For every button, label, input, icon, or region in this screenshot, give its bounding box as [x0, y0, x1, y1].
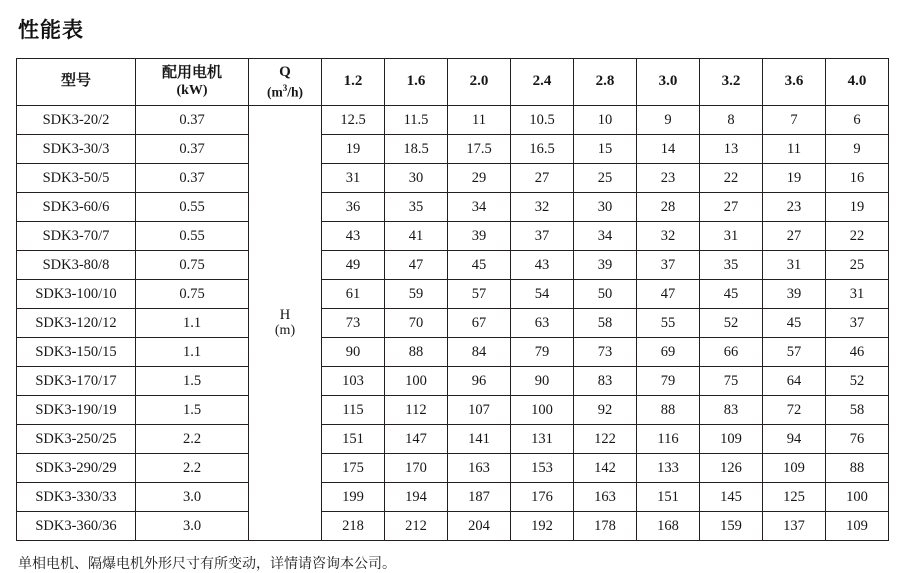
page-title: 性能表: [18, 19, 84, 42]
cell-head: 159: [700, 512, 763, 541]
motor-header-line2: (kW): [176, 83, 208, 99]
table-row: [17, 251, 889, 280]
table-row: [17, 193, 889, 222]
cell-head: 39: [763, 280, 826, 309]
flow-unit-suffix: /h): [287, 84, 303, 100]
cell-head: 212: [385, 512, 448, 541]
cell-head: 27: [511, 164, 574, 193]
cell-motor: 2.2: [136, 425, 249, 454]
cell-head: 25: [826, 251, 889, 280]
cell-head: 151: [637, 483, 700, 512]
cell-head: 14: [637, 135, 700, 164]
cell-motor: 1.1: [136, 338, 249, 367]
cell-head: 28: [637, 193, 700, 222]
cell-head: 50: [574, 280, 637, 309]
cell-head: 58: [826, 396, 889, 425]
cell-head: 47: [637, 280, 700, 309]
cell-head: 61: [322, 280, 385, 309]
cell-model: SDK3-50/5: [17, 164, 136, 193]
cell-head: 100: [511, 396, 574, 425]
cell-motor: 1.5: [136, 367, 249, 396]
cell-head: 79: [637, 367, 700, 396]
flow-header-unit: [249, 83, 321, 100]
cell-head: 16.5: [511, 135, 574, 164]
cell-head: 145: [700, 483, 763, 512]
cell-head: 30: [385, 164, 448, 193]
cell-motor: 0.37: [136, 106, 249, 135]
cell-head: 73: [322, 309, 385, 338]
cell-head: 163: [448, 454, 511, 483]
cell-head: 125: [763, 483, 826, 512]
cell-head: 72: [763, 396, 826, 425]
cell-head: 170: [385, 454, 448, 483]
cell-head: 88: [385, 338, 448, 367]
cell-head: 112: [385, 396, 448, 425]
cell-head: 45: [448, 251, 511, 280]
cell-head: 133: [637, 454, 700, 483]
table-row: [17, 454, 889, 483]
cell-model: SDK3-20/2: [17, 106, 136, 135]
cell-motor: 0.37: [136, 164, 249, 193]
cell-head: 46: [826, 338, 889, 367]
cell-head: 58: [574, 309, 637, 338]
column-header-model: 型号: [17, 59, 136, 106]
cell-head: 32: [511, 193, 574, 222]
cell-head: 13: [700, 135, 763, 164]
flow-header-symbol: Q: [279, 64, 291, 81]
table-row: [17, 425, 889, 454]
cell-head: 15: [574, 135, 637, 164]
cell-model: SDK3-30/3: [17, 135, 136, 164]
cell-head: 43: [511, 251, 574, 280]
cell-head: 34: [574, 222, 637, 251]
cell-head: 69: [637, 338, 700, 367]
cell-head: 163: [574, 483, 637, 512]
cell-head: 35: [385, 193, 448, 222]
cell-head: 54: [511, 280, 574, 309]
cell-motor: 0.75: [136, 251, 249, 280]
cell-head: 45: [700, 280, 763, 309]
cell-motor: 1.5: [136, 396, 249, 425]
cell-head: 116: [637, 425, 700, 454]
cell-head: 27: [763, 222, 826, 251]
cell-head: 7: [763, 106, 826, 135]
flow-unit-exponent: 3: [282, 82, 288, 93]
motor-header-line1: 配用电机: [161, 64, 222, 81]
cell-head: 57: [448, 280, 511, 309]
cell-head: 6: [826, 106, 889, 135]
cell-head: 29: [448, 164, 511, 193]
cell-head: 73: [574, 338, 637, 367]
cell-model: SDK3-100/10: [17, 280, 136, 309]
table-header: [17, 59, 889, 106]
cell-head: 147: [385, 425, 448, 454]
table-row: [17, 135, 889, 164]
cell-head: 11.5: [385, 106, 448, 135]
head-symbol: H: [279, 306, 291, 323]
cell-model: SDK3-60/6: [17, 193, 136, 222]
table-row: [17, 164, 889, 193]
cell-head: 25: [574, 164, 637, 193]
column-header-flow-4: 2.4: [511, 59, 574, 106]
cell-motor: 0.37: [136, 135, 249, 164]
cell-head: 10.5: [511, 106, 574, 135]
cell-head: 55: [637, 309, 700, 338]
column-header-flow-1: 1.2: [322, 59, 385, 106]
column-header-motor: [136, 59, 249, 106]
cell-head: 141: [448, 425, 511, 454]
cell-head: 45: [763, 309, 826, 338]
cell-head: 90: [511, 367, 574, 396]
cell-head: 64: [763, 367, 826, 396]
cell-head: 142: [574, 454, 637, 483]
cell-head: 131: [511, 425, 574, 454]
cell-head: 35: [700, 251, 763, 280]
table-body: [17, 106, 889, 541]
cell-head: 31: [322, 164, 385, 193]
cell-head: 23: [637, 164, 700, 193]
cell-head: 88: [826, 454, 889, 483]
cell-head: 37: [826, 309, 889, 338]
cell-head: 103: [322, 367, 385, 396]
column-header-flow-9: 4.0: [826, 59, 889, 106]
cell-head: 109: [700, 425, 763, 454]
table-row: [17, 280, 889, 309]
cell-head: 63: [511, 309, 574, 338]
table-row: [17, 309, 889, 338]
cell-head: 153: [511, 454, 574, 483]
cell-head: 59: [385, 280, 448, 309]
cell-head: 30: [574, 193, 637, 222]
cell-head: 168: [637, 512, 700, 541]
cell-head: 9: [826, 135, 889, 164]
cell-head: 19: [322, 135, 385, 164]
cell-head: 11: [448, 106, 511, 135]
cell-model: SDK3-250/25: [17, 425, 136, 454]
column-header-flow-2: 1.6: [385, 59, 448, 106]
table-row: [17, 222, 889, 251]
cell-head: 10: [574, 106, 637, 135]
cell-head: 19: [826, 193, 889, 222]
cell-head: 41: [385, 222, 448, 251]
cell-head: 137: [763, 512, 826, 541]
cell-motor: 0.55: [136, 222, 249, 251]
cell-head: 192: [511, 512, 574, 541]
cell-head: 126: [700, 454, 763, 483]
table-row: [17, 512, 889, 541]
cell-head: 176: [511, 483, 574, 512]
cell-head: 204: [448, 512, 511, 541]
column-header-flow-3: 2.0: [448, 59, 511, 106]
cell-model: SDK3-120/12: [17, 309, 136, 338]
cell-head: 88: [637, 396, 700, 425]
cell-head: 31: [826, 280, 889, 309]
cell-head: 94: [763, 425, 826, 454]
cell-motor: 1.1: [136, 309, 249, 338]
cell-head: 100: [385, 367, 448, 396]
cell-head: 34: [448, 193, 511, 222]
cell-head: 47: [385, 251, 448, 280]
cell-head: 16: [826, 164, 889, 193]
cell-head: 19: [763, 164, 826, 193]
cell-head: 107: [448, 396, 511, 425]
cell-head: 199: [322, 483, 385, 512]
cell-head: 23: [763, 193, 826, 222]
cell-model: SDK3-330/33: [17, 483, 136, 512]
cell-head: 66: [700, 338, 763, 367]
cell-head: 49: [322, 251, 385, 280]
cell-head: 109: [763, 454, 826, 483]
cell-head: 178: [574, 512, 637, 541]
cell-head: 83: [574, 367, 637, 396]
cell-head: 84: [448, 338, 511, 367]
cell-head: 218: [322, 512, 385, 541]
cell-head: 27: [700, 193, 763, 222]
table-row: [17, 338, 889, 367]
cell-head: 17.5: [448, 135, 511, 164]
performance-table: [16, 58, 889, 541]
cell-head: 57: [763, 338, 826, 367]
cell-model: SDK3-190/19: [17, 396, 136, 425]
cell-head: 31: [763, 251, 826, 280]
cell-model: SDK3-290/29: [17, 454, 136, 483]
cell-head: 194: [385, 483, 448, 512]
cell-head: 37: [637, 251, 700, 280]
column-header-flow-unit: [249, 59, 322, 106]
cell-head: 92: [574, 396, 637, 425]
cell-head: 109: [826, 512, 889, 541]
cell-head: 52: [826, 367, 889, 396]
cell-head: 100: [826, 483, 889, 512]
cell-head: 22: [700, 164, 763, 193]
cell-head: 67: [448, 309, 511, 338]
cell-model: SDK3-360/36: [17, 512, 136, 541]
table-row: [17, 483, 889, 512]
cell-head: 90: [322, 338, 385, 367]
cell-motor: 0.55: [136, 193, 249, 222]
column-header-flow-7: 3.2: [700, 59, 763, 106]
cell-head: 52: [700, 309, 763, 338]
cell-head: 18.5: [385, 135, 448, 164]
footnote: 单相电机、隔爆电机外形尺寸有所变动，详情请咨询本公司。: [18, 555, 396, 571]
cell-head: 76: [826, 425, 889, 454]
cell-model: SDK3-70/7: [17, 222, 136, 251]
cell-head: 11: [763, 135, 826, 164]
table-header-row: [17, 59, 889, 106]
cell-model: SDK3-150/15: [17, 338, 136, 367]
table-row: [17, 396, 889, 425]
cell-head: 9: [637, 106, 700, 135]
table-row: [17, 367, 889, 396]
cell-motor: 2.2: [136, 454, 249, 483]
cell-model: SDK3-80/8: [17, 251, 136, 280]
cell-head: 70: [385, 309, 448, 338]
column-header-flow-6: 3.0: [637, 59, 700, 106]
cell-head: 8: [700, 106, 763, 135]
cell-head: 36: [322, 193, 385, 222]
cell-head: 32: [637, 222, 700, 251]
cell-head: 187: [448, 483, 511, 512]
cell-head: 31: [700, 222, 763, 251]
cell-head: 83: [700, 396, 763, 425]
column-header-flow-8: 3.6: [763, 59, 826, 106]
cell-head: 75: [700, 367, 763, 396]
cell-head: 39: [574, 251, 637, 280]
column-header-flow-5: 2.8: [574, 59, 637, 106]
cell-motor: 3.0: [136, 512, 249, 541]
cell-head: 151: [322, 425, 385, 454]
cell-head: 96: [448, 367, 511, 396]
cell-model: SDK3-170/17: [17, 367, 136, 396]
cell-head: 43: [322, 222, 385, 251]
head-unit: (m): [274, 323, 296, 339]
cell-head: 37: [511, 222, 574, 251]
row-header-head-unit: [249, 106, 322, 541]
flow-unit-prefix: (m: [266, 84, 283, 100]
cell-head: 122: [574, 425, 637, 454]
cell-head: 79: [511, 338, 574, 367]
cell-head: 39: [448, 222, 511, 251]
cell-head: 175: [322, 454, 385, 483]
cell-head: 12.5: [322, 106, 385, 135]
cell-head: 22: [826, 222, 889, 251]
cell-motor: 0.75: [136, 280, 249, 309]
cell-head: 115: [322, 396, 385, 425]
table-row: [17, 106, 889, 135]
cell-motor: 3.0: [136, 483, 249, 512]
